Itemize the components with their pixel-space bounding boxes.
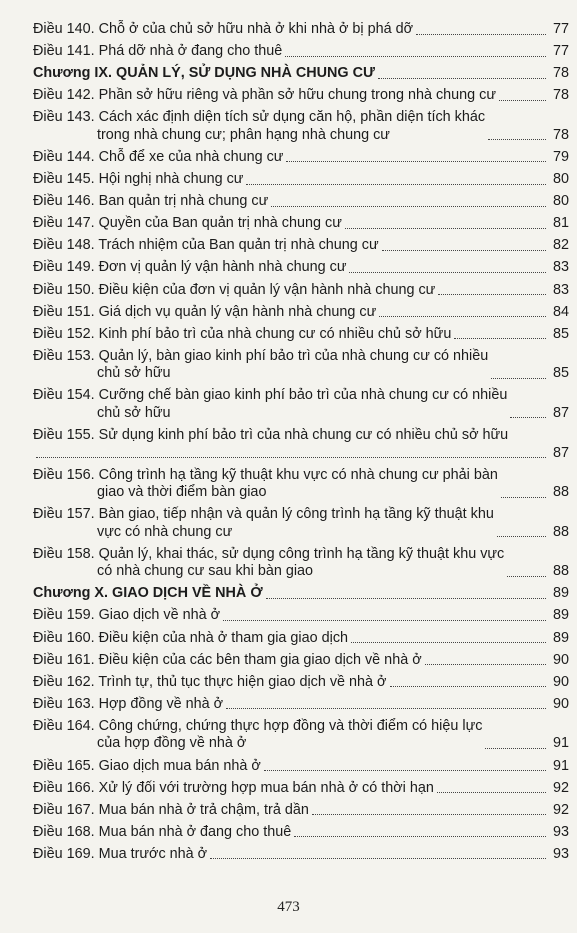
toc-page-number: 84 <box>552 303 569 320</box>
toc-page-number: 78 <box>552 87 569 104</box>
toc-entry-line: có nhà chung cư sau khi bàn giao <box>97 563 314 580</box>
toc-entry <box>33 259 569 277</box>
toc-entry-line: chủ sở hữu <box>97 404 171 421</box>
toc-entry <box>33 348 569 383</box>
toc-entry <box>33 427 569 462</box>
toc-page-number: 89 <box>552 629 569 646</box>
toc-entry-title <box>33 109 485 144</box>
dot-leader <box>349 272 546 273</box>
toc-entry-line: Điều 140. Chỗ ở của chủ sở hữu nhà ở khi nhà ở bị phá dỡ <box>33 21 414 37</box>
dot-leader <box>499 100 546 101</box>
toc-entry-title <box>33 215 342 233</box>
toc-page-number: 85 <box>552 325 569 342</box>
toc-entry-title <box>33 21 413 39</box>
toc-entry-title <box>33 43 282 61</box>
toc-entry-line: Điều 165. Giao dịch mua bán nhà ở <box>33 757 261 774</box>
toc-page-number: 90 <box>552 651 569 668</box>
toc-entry-title <box>33 846 207 864</box>
toc-entry-title <box>33 193 268 211</box>
toc-page-number: 87 <box>552 444 569 461</box>
dot-leader <box>285 56 546 57</box>
toc-page-number: 92 <box>552 779 569 796</box>
toc-page-number: 89 <box>552 585 569 602</box>
toc-entry <box>33 780 569 798</box>
toc-entry <box>33 87 569 105</box>
toc-page-number: 88 <box>552 523 569 540</box>
toc-page-number: 87 <box>552 404 569 421</box>
dot-leader <box>501 497 546 498</box>
toc-entry-line: Điều 161. Điều kiện của các bên tham gia giao dịch về nhà ở <box>33 651 422 668</box>
toc-entry-title <box>33 585 263 603</box>
toc-entry <box>33 467 569 502</box>
toc-entry <box>33 674 569 692</box>
toc-entry <box>33 846 569 864</box>
toc-entry-line: Điều 157. Bàn giao, tiếp nhận và quản lý công trình hạ tầng kỹ thuật khu <box>33 506 494 523</box>
toc-page-number: 80 <box>552 171 569 188</box>
toc-entry-title <box>33 149 283 167</box>
dot-leader <box>454 338 546 339</box>
toc-entry-line: Điều 144. Chỗ để xe của nhà chung cư <box>33 148 284 165</box>
toc-entry <box>33 282 569 300</box>
toc-entry-line: Điều 147. Quyền của Ban quản trị nhà chung cư <box>33 215 342 232</box>
dot-leader <box>223 620 546 621</box>
toc-page-number: 93 <box>552 845 569 862</box>
toc-entry <box>33 652 569 670</box>
dot-leader <box>485 748 546 749</box>
dot-leader <box>488 139 546 140</box>
toc-entry <box>33 326 569 344</box>
toc-entry-title <box>33 652 422 670</box>
toc-entry-line: Điều 146. Ban quản trị nhà chung cư <box>33 193 269 210</box>
toc-page-number: 90 <box>552 695 569 712</box>
dot-leader <box>210 858 546 859</box>
toc-entry-line: vực có nhà chung cư <box>97 523 233 540</box>
toc-page-number: 80 <box>552 193 569 210</box>
toc-entry-title <box>33 546 504 581</box>
dot-leader <box>378 78 546 79</box>
toc-entry-line: Điều 149. Đơn vị quản lý vận hành nhà chung cư <box>33 259 347 276</box>
toc-entry <box>33 718 569 753</box>
page-number: 473 <box>277 899 300 915</box>
dot-leader <box>497 536 546 537</box>
dot-leader <box>264 770 546 771</box>
toc-page-number: 79 <box>552 148 569 165</box>
toc-entry <box>33 304 569 322</box>
toc-entry-title <box>33 696 223 714</box>
toc-entry-line: Điều 154. Cưỡng chế bàn giao kinh phí bảo trì của nhà chung cư có nhiều <box>33 387 508 404</box>
dot-leader <box>379 316 546 317</box>
toc-entry-title <box>33 304 376 322</box>
toc-entry-line: trong nhà chung cư; phân hạng nhà chung cư <box>97 126 390 143</box>
dot-leader <box>425 664 546 665</box>
toc-entry <box>33 109 569 144</box>
toc-entry-line: Điều 152. Kinh phí bảo trì của nhà chung cư có nhiều chủ sở hữu <box>33 325 452 342</box>
toc-entry <box>33 387 569 422</box>
dot-leader <box>345 228 546 229</box>
toc-entry-title <box>33 282 435 300</box>
toc-entry-title <box>33 630 348 648</box>
toc-chapter-entry <box>33 585 569 603</box>
toc-entry-line: Điều 153. Quản lý, bàn giao kinh phí bảo trì của nhà chung cư có nhiều <box>33 347 489 364</box>
toc-entry-line: Điều 164. Công chứng, chứng thực hợp đồng và thời điểm có hiệu lực <box>33 717 483 734</box>
toc-entry-title <box>33 259 346 277</box>
dot-leader <box>226 708 546 709</box>
toc-page-number: 89 <box>552 607 569 624</box>
toc-entry-line: Điều 160. Điều kiện của nhà ở tham gia giao dịch <box>33 629 349 646</box>
toc-entry-line: Điều 143. Cách xác định diện tích sử dụng căn hộ, phần diện tích khác <box>33 109 486 126</box>
toc-entry-title <box>33 467 498 502</box>
toc-page-number: 83 <box>552 281 569 298</box>
toc-entry-title <box>33 607 220 625</box>
toc-entry-title <box>33 387 507 422</box>
toc-entry <box>33 824 569 842</box>
toc-page-number: 85 <box>552 365 569 382</box>
toc-entry <box>33 802 569 820</box>
toc-entry-line: Điều 148. Trách nhiệm của Ban quản trị nhà chung cư <box>33 237 379 254</box>
toc-entry-title <box>33 780 434 798</box>
toc-entry-title <box>33 65 375 83</box>
dot-leader <box>390 686 547 687</box>
toc-entry-title <box>33 718 482 753</box>
toc-entry <box>33 193 569 211</box>
toc-entry-line: Điều 145. Hội nghị nhà chung cư <box>33 171 244 188</box>
toc-entry <box>33 696 569 714</box>
toc-entry <box>33 237 569 255</box>
dot-leader <box>438 294 546 295</box>
toc-page-number: 93 <box>552 823 569 840</box>
toc-page-number: 77 <box>552 43 569 60</box>
toc-entry <box>33 43 569 61</box>
dot-leader <box>510 417 546 418</box>
table-of-contents <box>33 21 569 868</box>
toc-entry-title <box>33 802 309 820</box>
toc-entry-title <box>33 506 494 541</box>
dot-leader <box>266 598 546 599</box>
dot-leader <box>382 250 546 251</box>
toc-entry <box>33 149 569 167</box>
toc-chapter-entry <box>33 65 569 83</box>
toc-entry-line: Điều 155. Sử dụng kinh phí bảo trì của nhà chung cư có nhiều chủ sở hữu <box>33 427 509 443</box>
toc-entry-title <box>33 758 261 776</box>
dot-leader <box>36 457 546 458</box>
toc-entry-title <box>33 237 379 255</box>
toc-entry-line: Điều 141. Phá dỡ nhà ở đang cho thuê <box>33 43 283 60</box>
toc-entry-title <box>33 348 488 383</box>
toc-entry-line: Điều 151. Giá dịch vụ quản lý vận hành nhà chung cư <box>33 303 377 320</box>
toc-entry-title <box>33 87 496 105</box>
toc-entry-line: Chương IX. QUẢN LÝ, SỬ DỤNG NHÀ CHUNG CƯ <box>33 65 375 82</box>
toc-entry-line: Chương X. GIAO DỊCH VỀ NHÀ Ở <box>33 585 263 602</box>
toc-entry-line: Điều 168. Mua bán nhà ở đang cho thuê <box>33 823 292 840</box>
toc-entry-title <box>33 674 387 692</box>
toc-entry-line: Điều 162. Trình tự, thủ tục thực hiện giao dịch về nhà ở <box>33 673 387 690</box>
dot-leader <box>351 642 546 643</box>
toc-entry-title <box>33 171 243 189</box>
toc-entry <box>33 171 569 189</box>
toc-entry <box>33 630 569 648</box>
dot-leader <box>416 34 546 35</box>
toc-entry-title <box>33 427 569 445</box>
toc-entry-line: Điều 158. Quản lý, khai thác, sử dụng công trình hạ tầng kỹ thuật khu vực <box>33 545 505 562</box>
toc-page-number: 90 <box>552 673 569 690</box>
toc-entry <box>33 607 569 625</box>
toc-entry <box>33 21 569 39</box>
toc-page-number: 77 <box>552 21 569 37</box>
toc-entry <box>33 546 569 581</box>
toc-page-number: 88 <box>552 563 569 580</box>
toc-entry <box>33 215 569 233</box>
toc-page-number: 88 <box>552 484 569 501</box>
toc-entry <box>33 506 569 541</box>
toc-entry-line: chủ sở hữu <box>97 365 171 382</box>
toc-page-number: 92 <box>552 801 569 818</box>
dot-leader <box>246 184 546 185</box>
toc-entry-line: giao và thời điểm bàn giao <box>97 484 267 501</box>
toc-entry-title <box>33 824 291 842</box>
dot-leader <box>294 836 546 837</box>
toc-entry-line: Điều 169. Mua trước nhà ở <box>33 845 208 862</box>
toc-entry-line: Điều 167. Mua bán nhà ở trả chậm, trả dần <box>33 801 309 818</box>
toc-entry <box>33 758 569 776</box>
toc-page-number: 78 <box>552 126 569 143</box>
dot-leader <box>286 161 546 162</box>
toc-entry-line: Điều 142. Phần sở hữu riêng và phần sở hữu chung trong nhà chung cư <box>33 87 497 104</box>
toc-entry-line: Điều 166. Xử lý đối với trường hợp mua bán nhà ở có thời hạn <box>33 779 434 796</box>
dot-leader <box>271 206 546 207</box>
toc-entry-line: Điều 163. Hợp đồng về nhà ở <box>33 695 224 712</box>
toc-page-number: 83 <box>552 259 569 276</box>
toc-entry-line: Điều 150. Điều kiện của đơn vị quản lý vận hành nhà chung cư <box>33 281 436 298</box>
dot-leader <box>312 814 546 815</box>
toc-page-number: 91 <box>552 735 569 752</box>
toc-entry-line: của hợp đồng về nhà ở <box>97 735 247 752</box>
toc-page-number: 82 <box>552 237 569 254</box>
toc-page-number: 81 <box>552 215 569 232</box>
toc-entry-line: Điều 159. Giao dịch về nhà ở <box>33 607 221 624</box>
toc-page-number: 91 <box>552 757 569 774</box>
dot-leader <box>507 576 546 577</box>
toc-page-number: 78 <box>552 65 569 82</box>
toc-entry-line: Điều 156. Công trình hạ tầng kỹ thuật khu vực có nhà chung cư phải bàn <box>33 466 498 483</box>
dot-leader <box>491 378 546 379</box>
dot-leader <box>437 792 546 793</box>
toc-entry-title <box>33 326 451 344</box>
